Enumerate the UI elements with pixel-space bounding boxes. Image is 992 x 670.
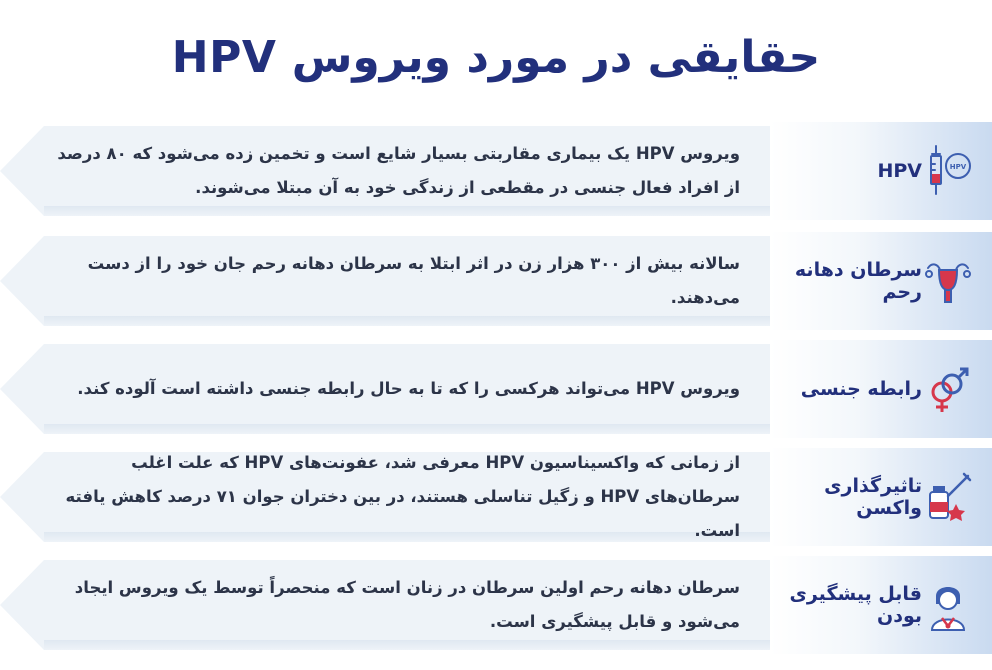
fact-label: سرطان دهانه رحم: [794, 259, 922, 303]
fact-text: ویروس HPV یک بیماری مقاربتی بسیار شایع است و تخمین زده می‌شود که ۸۰ درصد از افراد فعال جنسی در مقطعی از زندگی خود به آن مبتلا می‌شوند.: [57, 144, 740, 197]
svg-text:HPV: HPV: [949, 163, 967, 171]
fact-label: رابطه جنسی: [800, 378, 922, 400]
fact-text: ویروس HPV می‌تواند هرکسی را که تا به حال رابطه جنسی داشته است آلوده کند.: [77, 379, 740, 398]
fact-text: سرطان دهانه رحم اولین سرطان در زنان است که منحصراً توسط یک ویروس ایجاد می‌شود و قابل پیشگیری است.: [74, 578, 740, 631]
fact-row-cervical-cancer: [0, 232, 992, 330]
vaccine-vial-icon: [922, 470, 974, 524]
vaccine-syringe-icon: [922, 144, 974, 198]
fact-row-preventable: [0, 556, 992, 654]
doctor-icon: [922, 578, 974, 632]
fact-label: HPV: [877, 160, 922, 182]
fact-row-hpv: [0, 122, 992, 220]
gender-symbols-icon: [922, 362, 974, 416]
fact-label: تاثیرگذاری واکسن: [824, 475, 922, 519]
page-title: حقایقی در مورد ویروس HPV: [171, 32, 821, 83]
fact-row-sexual-contact: [0, 340, 992, 438]
fact-text: سالانه بیش از ۳۰۰ هزار زن در اثر ابتلا به سرطان دهانه رحم جان خود را از دست می‌دهند.: [87, 254, 740, 307]
fact-row-vaccine-effectiveness: [0, 448, 992, 546]
fact-text: از زمانی که واکسیناسیون HPV معرفی شد، عفونت‌های HPV که علت اغلب سرطان‌های HPV و زگیل تناسلی هستند، در بین دختران جوان ۷۱ درصد کاهش یافته است.: [65, 453, 740, 540]
fact-label: قابل پیشگیری بودن: [789, 583, 922, 627]
uterus-icon: [922, 254, 974, 308]
